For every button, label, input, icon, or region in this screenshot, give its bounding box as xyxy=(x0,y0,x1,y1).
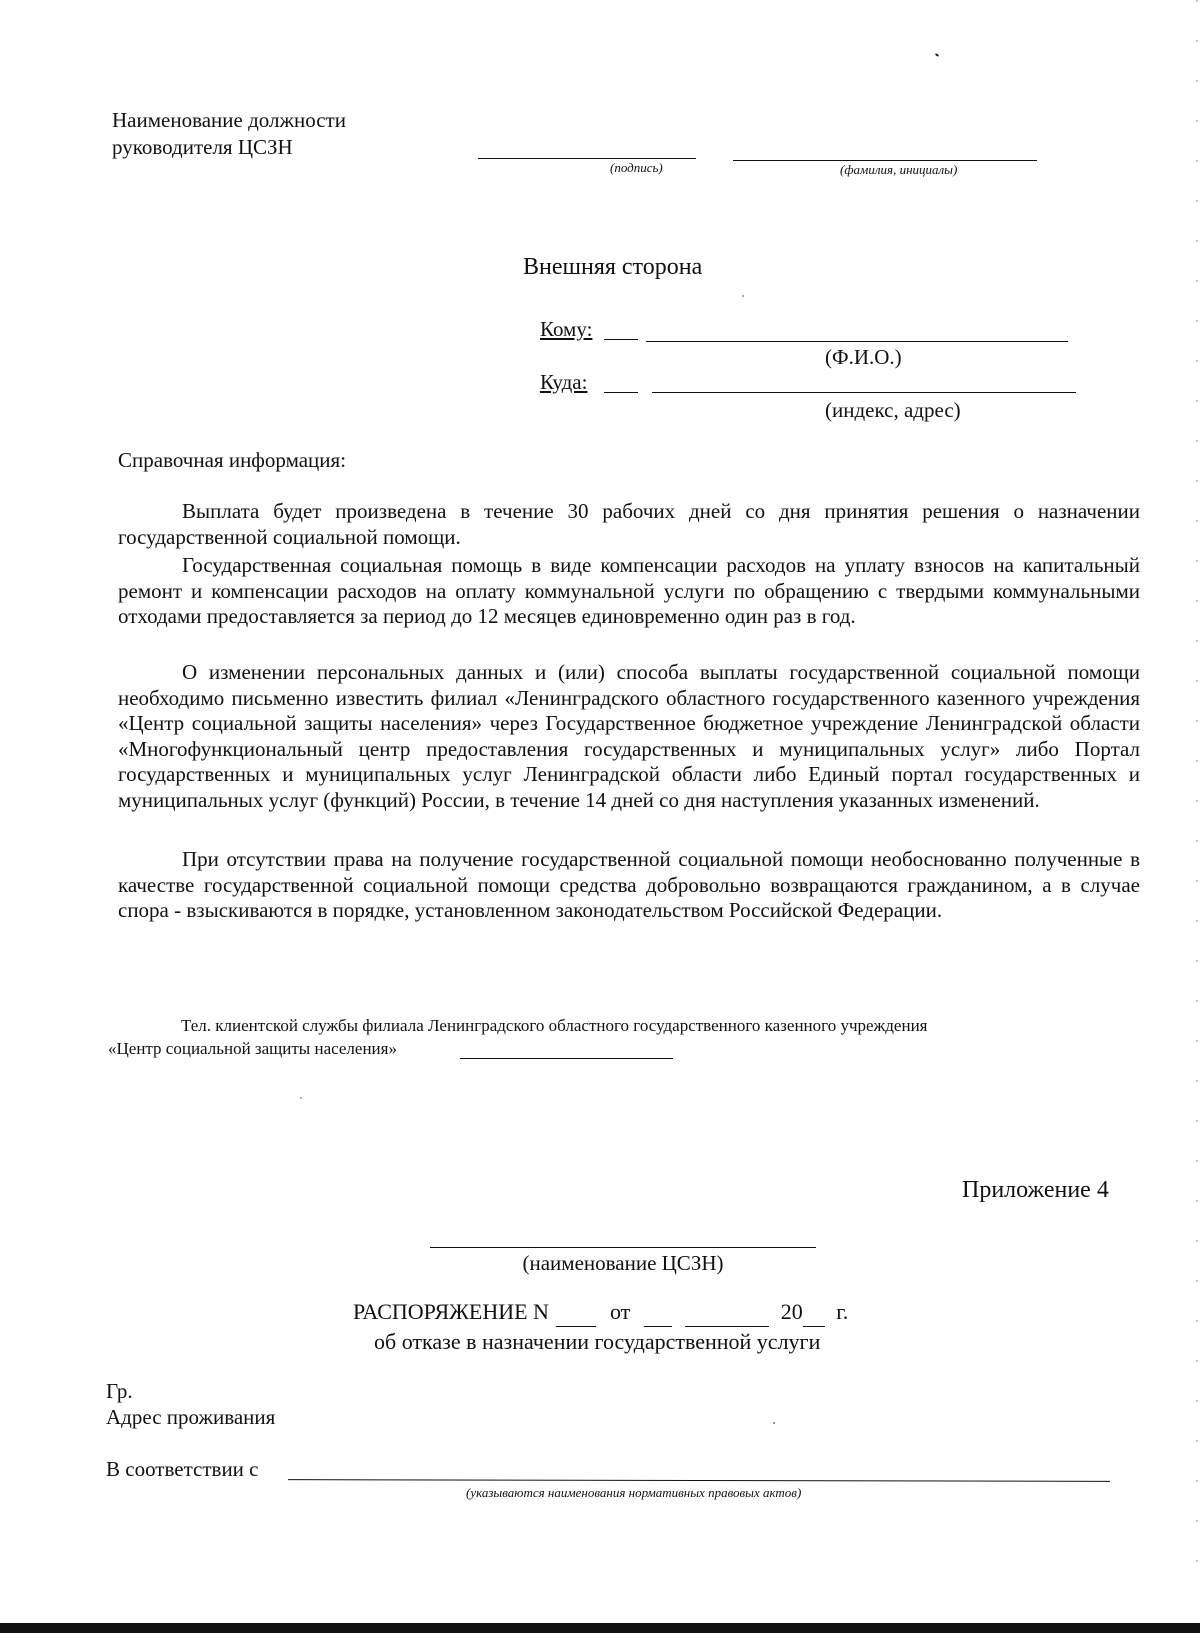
appendix-title: Приложение 4 xyxy=(962,1177,1109,1203)
where-short-line xyxy=(604,392,638,393)
scan-speck xyxy=(300,1097,302,1099)
reference-paragraph-2: Государственная социальная помощь в виде компенсации расходов на уплату взносов на капитальный ремонт и компенсации расходов на оплату коммунальной услуги по обращению с твердыми коммунальными отходами предоставляется за период до 12 месяцев единовременно один раз в год. xyxy=(118,553,1140,628)
order-number-blank xyxy=(556,1298,596,1327)
accordance-label: В соответствии с xyxy=(106,1457,259,1481)
org-caption: (наименование ЦСЗН) xyxy=(522,1251,724,1275)
order-prefix: РАСПОРЯЖЕНИЕ N xyxy=(353,1299,549,1324)
to-label: Кому: xyxy=(540,317,593,341)
reference-paragraph-4: При отсутствии права на получение государственной социальной помощи необоснованно полученные в качестве государственной социальной помощи средства добровольно возвращаются гражданином, а в случае спора - взыскиваются в порядке, установленном законодательством Российской Федерации. xyxy=(118,847,1140,922)
order-day-blank xyxy=(644,1298,672,1327)
order-year-suffix: г. xyxy=(836,1299,849,1324)
where-label: Куда: xyxy=(540,370,588,394)
to-line xyxy=(646,341,1068,342)
where-caption: (индекс, адрес) xyxy=(825,398,961,422)
order-from: от xyxy=(609,1299,631,1324)
scan-speck xyxy=(935,53,939,57)
order-year-prefix: 20 xyxy=(780,1299,803,1324)
scan-edge xyxy=(1196,0,1198,1600)
scan-speck xyxy=(773,1422,775,1424)
reference-heading: Справочная информация: xyxy=(118,448,347,472)
to-short-line xyxy=(604,339,638,340)
order-subtitle: об отказе в назначении государственной услуги xyxy=(374,1329,821,1354)
phone-line-blank xyxy=(460,1058,673,1059)
order-heading xyxy=(353,1298,848,1327)
scan-bottom-edge xyxy=(0,1623,1200,1633)
reference-paragraph-3: О изменении персональных данных и (или) способа выплаты государственной социальной помощи необходимо письменно известить филиал «Ленинградского областного государственного казенного учреждения «Центр социальной защиты населения» через Государственное бюджетное учреждение Ленинградской области «Многофункциональный центр предоставления государственных и муниципальных услуг» либо Портал государственных и муниципальных услуг Ленинградской области либо Единый портал государственных и муниципальных услуг (функций) России, в течение 14 дней со дня наступления указанных изменений. xyxy=(118,660,1140,812)
envelope-title: Внешняя сторона xyxy=(523,254,703,280)
phone-line-1: Тел. клиентской службы филиала Ленинградского областного государственного казенного учреждения xyxy=(181,1016,928,1035)
reference-paragraph-1: Выплата будет произведена в течение 30 рабочих дней со дня принятия решения о назначении государственной социальной помощи. xyxy=(118,499,1140,549)
scan-speck xyxy=(742,295,744,297)
citizen-label: Гр. xyxy=(106,1379,133,1403)
org-name-line xyxy=(430,1247,816,1248)
order-month-blank xyxy=(685,1298,769,1327)
name-line xyxy=(733,160,1037,161)
acts-caption: (указываются наименования нормативных правовых актов) xyxy=(466,1485,802,1500)
position-label-line1: Наименование должности xyxy=(112,108,346,132)
where-line xyxy=(652,392,1076,393)
position-label-line2: руководителя ЦСЗН xyxy=(112,135,293,159)
signature-line xyxy=(478,158,696,159)
to-caption: (Ф.И.О.) xyxy=(825,345,902,369)
name-caption: (фамилия, инициалы) xyxy=(840,162,958,177)
acts-line xyxy=(288,1479,1110,1482)
order-year-blank xyxy=(803,1298,825,1327)
signature-caption: (подпись) xyxy=(610,160,663,175)
phone-line-2: «Центр социальной защиты населения» xyxy=(108,1039,397,1058)
address-label: Адрес проживания xyxy=(106,1405,276,1429)
